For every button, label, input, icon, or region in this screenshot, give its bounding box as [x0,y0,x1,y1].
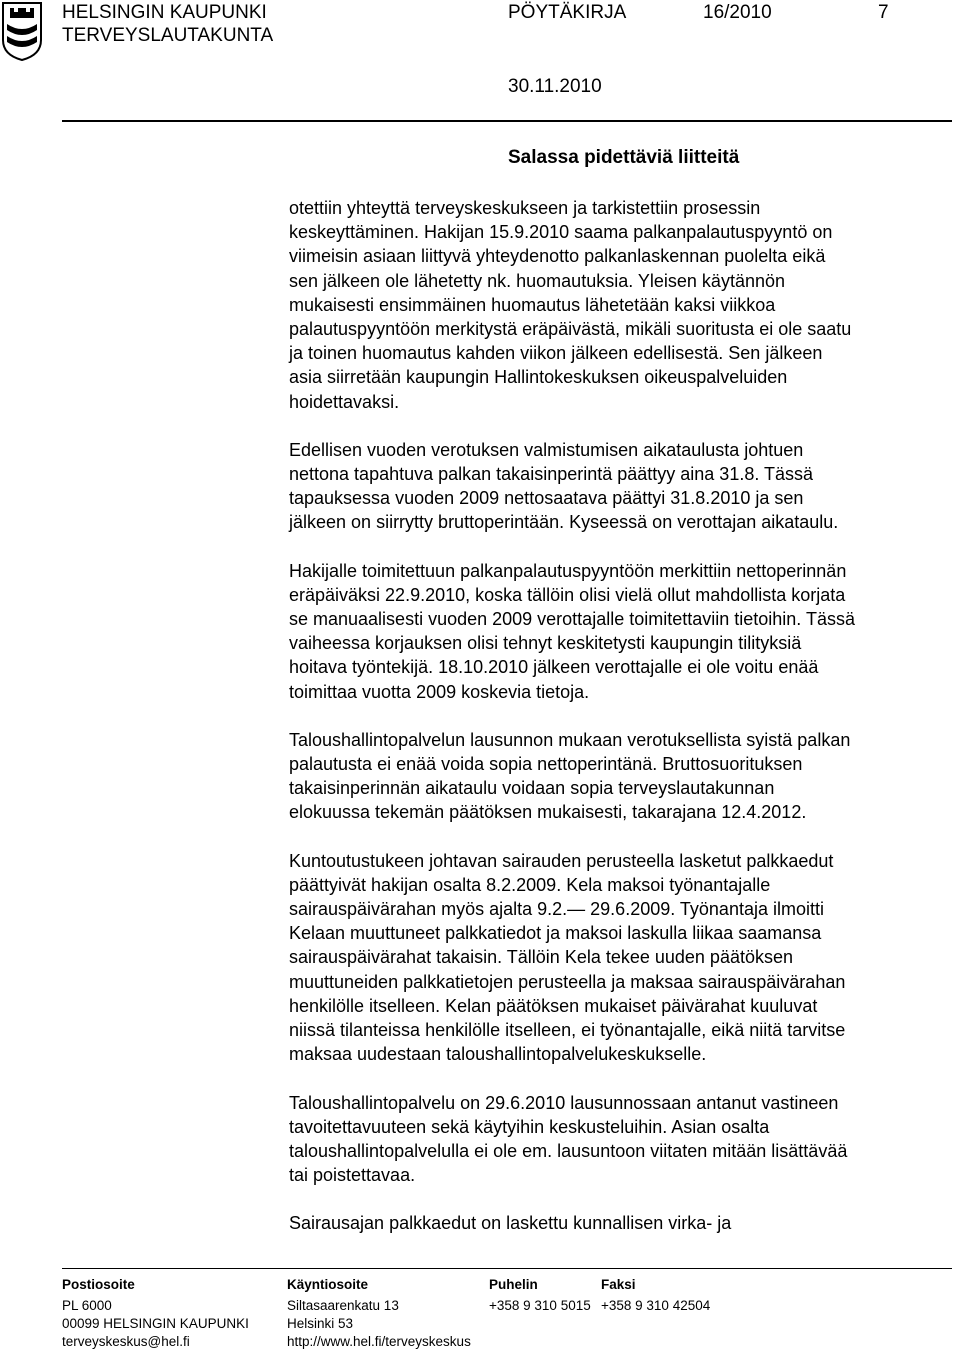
footer-divider [62,1268,952,1269]
paragraph-line: palautusta ei enää voida sopia nettoperintänä. Bruttosuorituksen [289,754,803,775]
paragraph-line: päättyivät hakijan osalta 8.2.2009. Kela maksoi työnantajalle [289,874,771,895]
paragraph-line: Kelaan muuttuneet palkkatiedot ja maksoi laskulla liikaa saamansa [289,923,822,944]
paragraph-line: otettiin yhteyttä terveyskeskukseen ja tarkistettiin prosessin [289,198,761,218]
paragraph-line: tapauksessa vuoden 2009 nettosaatava päättyi 31.8.2010 ja sen [289,488,804,509]
footer-phone-heading: Puhelin [489,1277,538,1292]
paragraph-line: taloushallintopalvelulla ei ole em. lausuntoon viitaten mitään lisättävää [289,1140,848,1161]
body-paragraph [289,728,957,825]
paragraph-line: Taloushallintopalvelun lausunnon mukaan verotuksellista syistä palkan [289,729,851,750]
section-title: Salassa pidettäviä liitteitä [508,147,740,168]
paragraph-line: hoitava työntekijä. 18.10.2010 jälkeen verottajalle ei ole voitu enää [289,657,819,678]
paragraph-line: Kuntoutustukeen johtavan sairauden perusteella lasketut palkkaedut [289,850,834,871]
paragraph-line: jälkeen on siirrytty bruttoperintään. Kyseessä on verottajan aikataulu. [289,512,839,533]
paragraph-line: eräpäiväksi 22.9.2010, koska tällöin olisi vielä ollut mahdollista korjata [289,584,846,605]
paragraph-line: sen jälkeen ole lähetetty nk. huomautuksia. Yleisen käytännön [289,270,785,291]
footer-website-link[interactable]: http://www.hel.fi/terveyskeskus [287,1334,471,1349]
paragraph-line: Hakijalle toimitettuun palkanpalautuspyyntöön merkittiin nettoperinnän [289,560,847,581]
document-type: PÖYTÄKIRJA [508,2,627,23]
paragraph-line: henkilölle itselleen. Kelan päätöksen mukaiset päivärahat kuuluvat [289,995,818,1016]
page-number: 7 [878,2,889,23]
footer-visit-line: Siltasaarenkatu 13 [287,1298,399,1313]
paragraph-line: takaisinperinnän aikataulu voidaan sopia terveyslautakunnan [289,778,775,799]
body-paragraph [289,849,957,1067]
paragraph-line: se manuaalisesti vuoden 2009 verottajalle toimitettaviin tietoihin. Tässä [289,609,855,630]
paragraph-line: niissä tilanteissa henkilölle itselleen, ei työnantajalle, eikä niitä tarvitse [289,1020,846,1041]
paragraph-line: vaiheessa korjauksen olisi tehnyt keskitetysti kaupungin tilityksiä [289,633,802,654]
paragraph-line: ja toinen huomautus kahden viikon jälkeen edellisestä. Sen jälkeen [289,343,823,364]
footer-fax-number: +358 9 310 42504 [601,1298,711,1313]
footer-visit-line: Helsinki 53 [287,1316,354,1331]
paragraph-line: Edellisen vuoden verotuksen valmistumisen aikataulusta johtuen [289,439,804,460]
paragraph-line: toimittaa vuotta 2009 koskevia tietoja. [289,681,590,702]
paragraph-line: maksaa uudestaan taloushallintopalvelukeskukselle. [289,1044,707,1065]
paragraph-line: elokuussa tekemän päätöksen mukaisesti, takarajana 12.4.2012. [289,802,807,823]
body-paragraph [289,1091,957,1188]
paragraph-line: Sairausajan palkkaedut on laskettu kunnallisen virka- ja [289,1213,732,1234]
body-paragraph [289,438,957,535]
paragraph-line: sairauspäivärahat takaisin. Tällöin Kela tekee uuden päätöksen [289,947,793,968]
paragraph-line: mukaisesti ensimmäinen huomautus lähetetään kaksi viikkoa [289,294,776,315]
footer-fax-heading: Faksi [601,1277,636,1292]
footer-postal-line: 00099 HELSINGIN KAUPUNKI [62,1316,249,1331]
paragraph-line: Taloushallintopalvelu on 29.6.2010 lausunnossaan antanut vastineen [289,1092,839,1113]
paragraph-line: viimeisin asiaan liittyvä yhteydenotto palkanlaskennan puolelta eikä [289,246,826,267]
department-name: TERVEYSLAUTAKUNTA [62,25,274,46]
body-text [289,196,957,1260]
document-number: 16/2010 [703,2,772,23]
paragraph-line: tavoitettavuuteen sekä käytyihin keskusteluihin. Asian osalta [289,1116,770,1137]
paragraph-line: hoidettavaksi. [289,391,400,412]
footer-visit-heading: Käyntiosoite [287,1277,369,1292]
helsinki-crest-logo [0,0,44,62]
footer-postal-heading: Postiosoite [62,1277,135,1292]
body-paragraph [289,196,957,414]
footer-postal-line: PL 6000 [62,1298,112,1313]
body-paragraph [289,1211,957,1235]
paragraph-line: keskeyttäminen. Hakijan 15.9.2010 saama palkanpalautuspyyntö on [289,222,833,243]
meeting-date: 30.11.2010 [508,76,602,97]
body-paragraph [289,559,957,704]
footer-email[interactable]: terveyskeskus@hel.fi [62,1334,190,1349]
paragraph-line: sairauspäivärahan myös ajalta 9.2.— 29.6.2009. Työnantaja ilmoitti [289,899,824,920]
paragraph-line: muuttuneiden palkkatietojen perusteella ja maksaa sairauspäivärahan [289,971,846,992]
paragraph-line: nettona tapahtuva palkan takaisinperintä päättyy aina 31.8. Tässä [289,464,814,485]
organization-name: HELSINGIN KAUPUNKI [62,2,267,23]
paragraph-line: asia siirretään kaupungin Hallintokeskuksen oikeuspalveluiden [289,367,788,388]
header-divider [62,120,952,122]
paragraph-line: tai poistettavaa. [289,1165,416,1186]
paragraph-line: palautuspyyntöön merkitystä eräpäivästä, mikäli suoritusta ei ole saatu [289,319,852,340]
footer-phone-number: +358 9 310 5015 [489,1298,591,1313]
